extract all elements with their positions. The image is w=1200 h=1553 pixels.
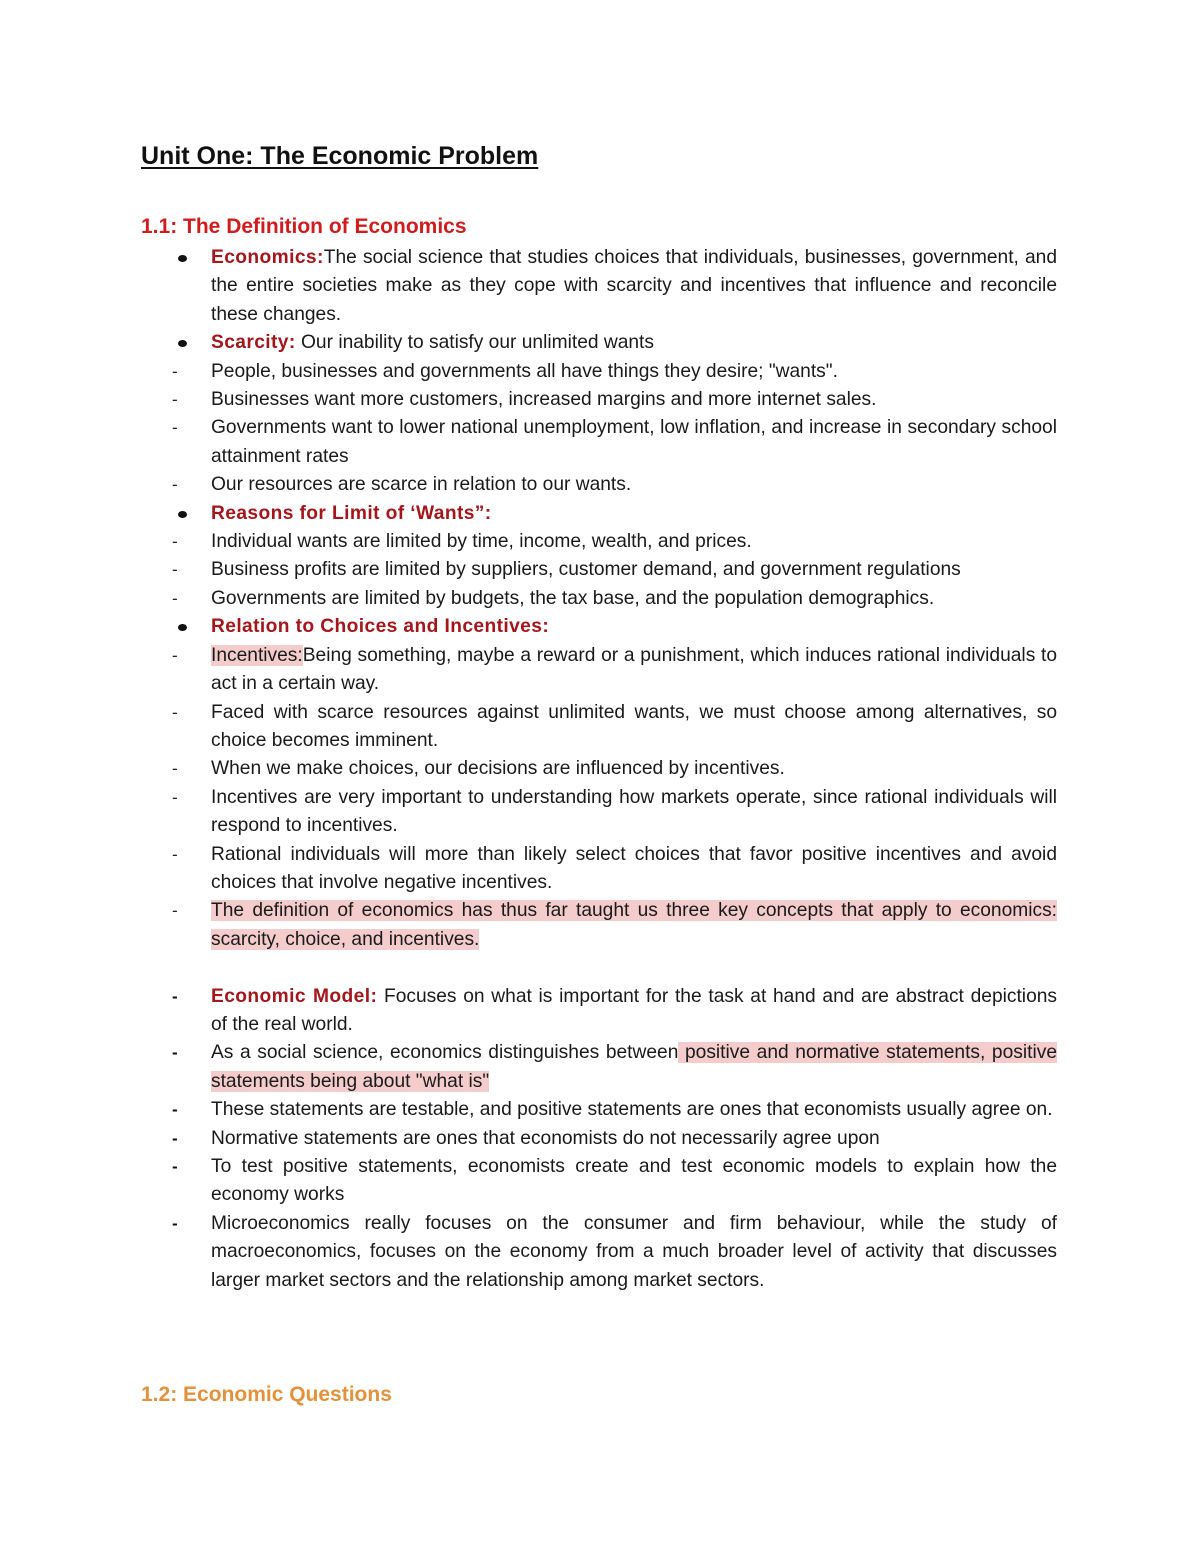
list-item-scarcity — [0, 329, 1057, 357]
list-item-social-science — [0, 1039, 1057, 1096]
list-item — [0, 841, 1057, 898]
dash-marker: - — [172, 844, 178, 864]
point-text: Governments are limited by budgets, the tax base, and the population demographics. — [211, 587, 935, 609]
point-text: These statements are testable, and positive statements are ones that economists usually agree on. — [211, 1099, 1053, 1121]
highlighted-term: Incentives: — [211, 644, 303, 666]
term-label: Economic Model: — [211, 985, 378, 1007]
point-text: Incentives are very important to understanding how markets operate, since rational individuals will respond to incentives. — [211, 786, 1057, 837]
list-item-highlighted — [0, 897, 1057, 954]
term-label: Relation to Choices and Incentives: — [211, 616, 550, 638]
section-1-1-notes — [0, 244, 1200, 1295]
list-item — [0, 528, 1057, 556]
term-label: Reasons for Limit of ‘Wants”: — [211, 502, 492, 524]
point-text: Business profits are limited by suppliers, customer demand, and government regulations — [211, 559, 961, 581]
point-text: People, businesses and governments all have things they desire; "wants". — [211, 360, 838, 382]
list-item — [0, 358, 1057, 386]
list-item-economics — [0, 244, 1057, 329]
dash-marker: - — [172, 475, 178, 495]
list-item-relation — [0, 613, 1057, 641]
list-item-reasons — [0, 500, 1057, 528]
point-text: Rational individuals will more than likely select choices that favor positive incentives and avoid choices that involve negative incentives. — [211, 843, 1057, 893]
point-text: When we make choices, our decisions are influenced by incentives. — [211, 758, 785, 780]
list-item — [0, 471, 1057, 499]
highlighted-text: positive and normative statements, positive statements being about "what is" — [211, 1042, 1057, 1092]
definition-text: Focuses on what is important for the task at hand and are abstract depictions of the real world. — [211, 985, 1058, 1035]
definition-text: The social science that studies choices that individuals, businesses, government, and the entire societies make as they cope with scarcity and incentives that influence and reconcile these changes. — [211, 247, 1057, 325]
list-item — [0, 1210, 1057, 1295]
dash-marker: - — [172, 645, 178, 665]
dash-marker: - — [172, 1156, 178, 1176]
list-item — [0, 386, 1057, 414]
list-item-economic-model — [0, 983, 1057, 1040]
term-label: Economics: — [211, 247, 324, 268]
dash-marker: - — [172, 560, 178, 580]
dash-marker: - — [172, 390, 178, 410]
point-text: Microeconomics really focuses on the consumer and firm behaviour, while the study of macroeconomics, focuses on the economy from a much broader level of activity that discusses larger market sectors and the relationship among market sectors. — [211, 1212, 1057, 1291]
dash-marker: - — [172, 702, 178, 722]
list-item — [0, 1125, 1057, 1153]
unit-title: Unit One: The Economic Problem — [141, 142, 539, 170]
list-item — [0, 755, 1057, 783]
point-text: Normative statements are ones that economists do not necessarily agree upon — [211, 1127, 880, 1149]
point-text: Governments want to lower national unemployment, low inflation, and increase in secondary school attainment rates — [211, 417, 1057, 467]
list-item — [0, 699, 1057, 756]
list-item — [0, 784, 1057, 841]
dash-marker: - — [172, 532, 178, 552]
dash-marker: - — [172, 1043, 178, 1063]
dash-marker: - — [172, 361, 178, 381]
dash-marker: - — [172, 1128, 178, 1148]
list-item — [0, 1153, 1057, 1210]
dash-marker: - — [172, 901, 178, 921]
highlighted-text: The definition of economics has thus far taught us three key concepts that apply to economics: scarcity, choice, and incentives. — [211, 900, 1057, 950]
dash-marker: - — [172, 1213, 178, 1233]
definition-text: Our inability to satisfy our unlimited wants — [295, 332, 654, 354]
dash-marker: - — [172, 588, 178, 608]
blank-line — [0, 954, 1200, 982]
point-text: Our resources are scarce in relation to our wants. — [211, 474, 632, 496]
point-text: Faced with scarce resources against unlimited wants, we must choose among alternatives, so choice becomes imminent. — [211, 701, 1057, 751]
definition-text: Being something, maybe a reward or a punishment, which induces rational individuals to act in a certain way. — [211, 644, 1057, 695]
point-text: As a social science, economics distinguishes between — [211, 1042, 679, 1064]
list-item — [0, 556, 1057, 584]
list-item — [0, 414, 1057, 471]
dash-marker: - — [172, 759, 178, 779]
dash-marker: - — [172, 986, 178, 1006]
dash-marker: - — [172, 418, 178, 438]
dash-marker: - — [172, 1100, 178, 1120]
section-heading-1-1: 1.1: The Definition of Economics — [141, 215, 467, 238]
list-item — [0, 585, 1057, 613]
point-text: To test positive statements, economists create and test economic models to explain how the economy works — [211, 1155, 1057, 1206]
dash-marker: - — [172, 787, 178, 807]
list-item-incentives — [0, 642, 1057, 699]
list-item — [0, 1096, 1057, 1124]
point-text: Businesses want more customers, increased margins and more internet sales. — [211, 389, 877, 411]
section-heading-1-2: 1.2: Economic Questions — [141, 1383, 392, 1406]
point-text: Individual wants are limited by time, income, wealth, and prices. — [211, 531, 752, 553]
term-label: Scarcity: — [211, 332, 296, 354]
